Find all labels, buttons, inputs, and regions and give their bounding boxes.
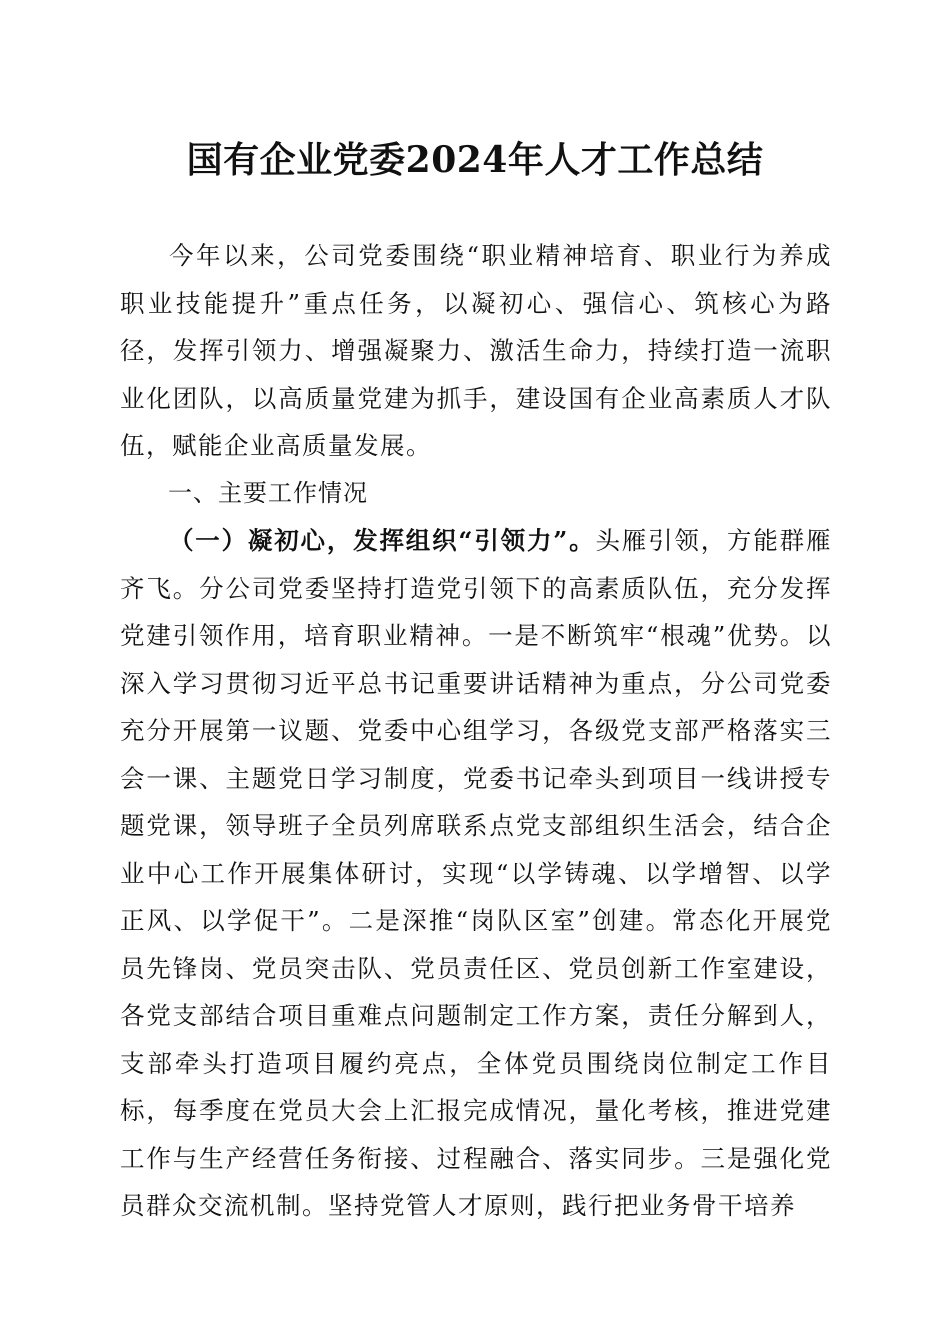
document-body [120,232,832,1230]
subsection-body: 头雁引领，方能群雁齐飞。分公司党委坚持打造党引领下的高素质队伍，充分发挥党建引领作用，培育职业精神。一是不断筑牢“根魂”优势。以深入学习贯彻习近平总书记重要讲话精神为重点，分公司党委充分开展第一议题、党委中心组学习，各级党支部严格落实三会一课、主题党日学习制度，党委书记牵头到项目一线讲授专题党课，领导班子全员列席联系点党支部组织生活会，结合企业中心工作开展集体研讨，实现“以学铸魂、以学增智、以学正风、以学促干”。二是深推“岗队区室”创建。常态化开展党员先锋岗、党员突击队、党员责任区、党员创新工作室建设，各党支部结合项目重难点问题制定工作方案，责任分解到人，支部牵头打造项目履约亮点，全体党员围绕岗位制定工作目标，每季度在党员大会上汇报完成情况，量化考核，推进党建工作与生产经营任务衔接、过程融合、落实同步。三是强化党员群众交流机制。坚持党管人才原则，践行把业务骨干培养 [120,526,832,1220]
document-title: 国有企业党委2024年人才工作总结 [186,139,764,181]
intro-paragraph: 今年以来，公司党委围绕“职业精神培育、职业行为养成职业技能提升”重点任务，以凝初心、强信心、筑核心为路径，发挥引领力、增强凝聚力、激活生命力，持续打造一流职业化团队，以高质量党建为抓手，建设国有企业高素质人才队伍，赋能企业高质量发展。 [120,241,832,460]
subsection-paragraph [120,517,832,1230]
section-heading: 一、主要工作情况 [168,478,368,507]
subsection-title: （一）凝初心，发挥组织“引领力”。 [169,526,596,555]
